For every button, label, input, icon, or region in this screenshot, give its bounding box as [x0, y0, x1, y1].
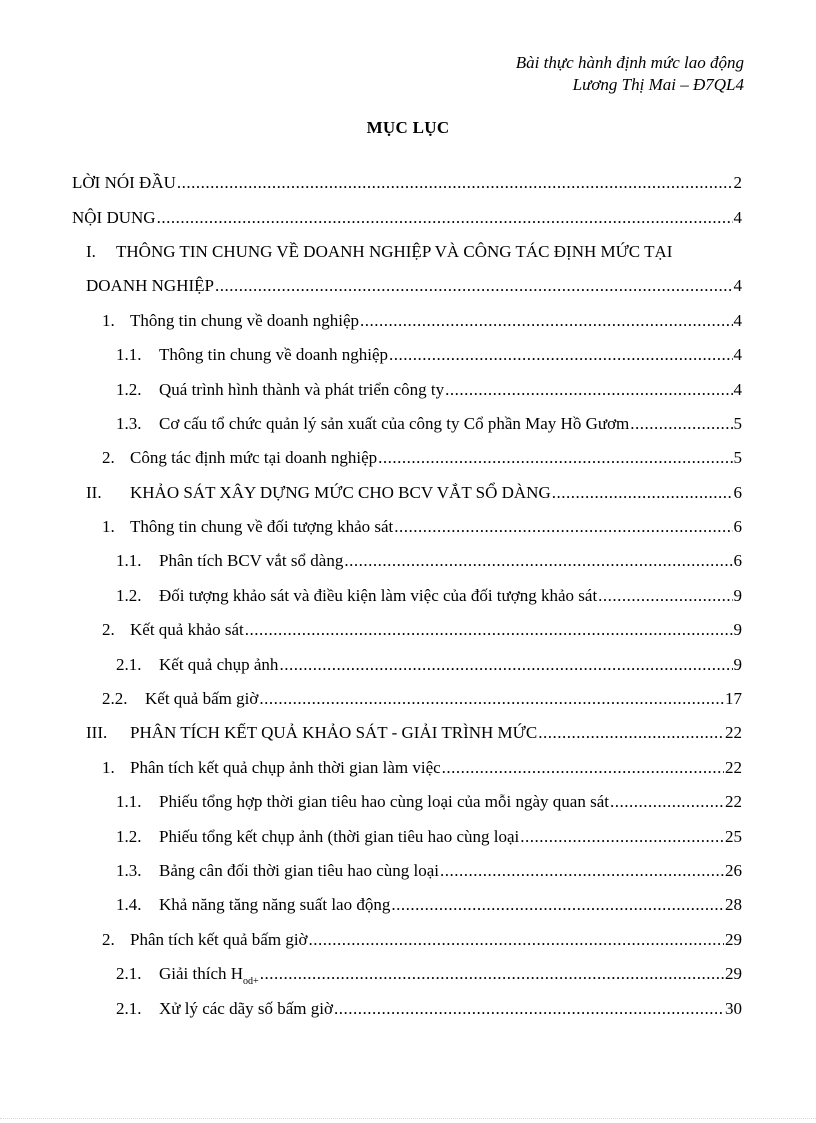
page-header	[516, 52, 744, 96]
toc-leader	[445, 380, 732, 400]
toc-entry-number: 1.	[102, 757, 115, 777]
toc-leader	[538, 723, 724, 743]
toc-entry-text: Phân tích BCV vắt sổ dàng	[159, 551, 344, 571]
toc-entry-text: Cơ cấu tổ chức quản lý sản xuất của công ty Cổ phần May Hồ Gươm	[159, 413, 630, 433]
toc-entry[interactable]	[72, 372, 742, 406]
toc-entry-number: I.	[86, 241, 96, 261]
table-of-contents	[72, 166, 742, 1026]
toc-entry-text: LỜI NÓI ĐẦU	[72, 173, 176, 193]
toc-entry-text: Xử lý các dãy số bấm giờ	[159, 998, 333, 1018]
toc-page-number: 9	[733, 620, 742, 640]
toc-entry-text: Kết quả khảo sát	[130, 620, 244, 640]
toc-entry-text: Thông tin chung về doanh nghiệp	[159, 345, 388, 365]
toc-entry-text: NỘI DUNG	[72, 207, 156, 227]
toc-entry[interactable]	[72, 407, 742, 441]
toc-page-number: 2	[733, 173, 742, 193]
toc-entry[interactable]	[72, 304, 742, 338]
toc-leader	[394, 517, 732, 537]
toc-entry-text: Phân tích kết quả chụp ảnh thời gian làm việc	[130, 757, 441, 777]
toc-entry-text: Đối tượng khảo sát và điều kiện làm việc của đối tượng khảo sát	[159, 585, 598, 605]
toc-entry-text: KHẢO SÁT XÂY DỰNG MỨC CHO BCV VẮT SỔ DÀNG	[130, 482, 551, 502]
toc-entry-number: 1.1.	[116, 551, 142, 571]
toc-page-number: 22	[725, 723, 742, 743]
toc-entry[interactable]	[72, 579, 742, 613]
toc-entry-number: 2.1.	[116, 998, 142, 1018]
toc-page-number: 29	[725, 964, 742, 984]
toc-leader	[360, 311, 733, 331]
toc-page-number: 5	[733, 448, 742, 468]
toc-entry-number: 1.	[102, 517, 115, 537]
toc-entry[interactable]	[72, 682, 742, 716]
toc-entry-text: THÔNG TIN CHUNG VỀ DOANH NGHIỆP VÀ CÔNG TÁC ĐỊNH MỨC TẠI	[116, 241, 673, 261]
toc-page-number: 26	[725, 861, 742, 880]
toc-entry-text: Phiếu tổng hợp thời gian tiêu hao cùng loại của mỗi ngày quan sát	[159, 792, 609, 812]
toc-entry-number: 2.	[102, 620, 115, 640]
header-author: Lương Thị Mai – Đ7QL4	[572, 75, 744, 94]
toc-entry[interactable]	[72, 544, 742, 578]
toc-page-number: 22	[725, 757, 742, 777]
toc-page-number: 25	[725, 826, 742, 846]
toc-entry[interactable]	[72, 785, 742, 819]
toc-page-number: 4	[733, 276, 742, 296]
toc-entry-text: DOANH NGHIỆP	[86, 276, 214, 296]
toc-entry-number: 2.	[102, 929, 115, 949]
toc-leader	[552, 483, 733, 503]
toc-entry[interactable]	[72, 647, 742, 681]
toc-page-number: 22	[725, 792, 742, 812]
toc-leader	[157, 208, 733, 228]
toc-entry-number: 1.1.	[116, 345, 142, 365]
toc-entry-text: Quá trình hình thành và phát triển công ty	[159, 379, 445, 399]
toc-entry-text: Khả năng tăng năng suất lao động	[159, 895, 391, 915]
toc-leader	[344, 551, 732, 571]
toc-entry-number: 2.	[102, 448, 115, 468]
toc-entry-number: II.	[86, 482, 102, 502]
toc-entry[interactable]	[72, 888, 742, 922]
toc-leader	[378, 448, 732, 468]
toc-entry-number: 1.	[102, 310, 115, 330]
toc-page-number: 9	[733, 585, 742, 605]
toc-page-number: 6	[733, 551, 742, 571]
toc-entry[interactable]	[72, 751, 742, 785]
toc-entry[interactable]	[72, 269, 742, 303]
toc-leader	[630, 414, 732, 434]
toc-page-number: 9	[733, 654, 742, 674]
toc-page-number: 5	[733, 413, 742, 433]
toc-leader	[520, 827, 724, 847]
toc-entry[interactable]	[72, 235, 742, 269]
toc-leader	[309, 930, 724, 950]
toc-leader	[215, 276, 733, 296]
toc-entry-number: 1.1.	[116, 792, 142, 812]
toc-leader	[598, 586, 732, 606]
toc-entry-text	[159, 964, 259, 988]
toc-entry-text: Kết quả chụp ảnh	[159, 654, 279, 674]
toc-page-number: 6	[733, 517, 742, 537]
toc-page-number: 4	[733, 310, 742, 330]
toc-entry-number: 2.2.	[102, 689, 128, 709]
toc-leader	[334, 999, 724, 1019]
toc-entry-number: 1.2.	[116, 826, 142, 846]
toc-leader	[245, 620, 733, 640]
page-bottom-border	[0, 1118, 816, 1119]
toc-entry[interactable]	[72, 957, 742, 991]
toc-entry-number: 2.1.	[116, 654, 142, 674]
toc-entry-number: III.	[86, 723, 108, 743]
toc-page-number: 29	[725, 929, 742, 949]
toc-page-number: 28	[725, 895, 742, 915]
toc-leader	[389, 345, 733, 365]
toc-entry-number: 1.2.	[116, 379, 142, 399]
toc-entry-number: 1.3.	[116, 413, 142, 433]
toc-entry[interactable]	[72, 819, 742, 853]
toc-leader	[259, 689, 724, 709]
toc-page-number: 6	[733, 482, 742, 502]
toc-entry-text: Phân tích kết quả bấm giờ	[130, 929, 308, 949]
header-course-title: Bài thực hành định mức lao động	[515, 53, 744, 72]
toc-entry[interactable]	[72, 923, 742, 957]
toc-entry[interactable]	[72, 613, 742, 647]
toc-leader	[279, 655, 732, 675]
toc-entry[interactable]	[72, 200, 742, 234]
toc-entry[interactable]	[72, 510, 742, 544]
toc-entry-number: 1.4.	[116, 895, 142, 915]
toc-leader	[391, 895, 724, 915]
toc-leader	[177, 173, 733, 193]
toc-leader	[610, 792, 724, 812]
toc-entry-text: Công tác định mức tại doanh nghiệp	[130, 448, 378, 468]
toc-entry-text: Thông tin chung về đối tượng khảo sát	[130, 517, 394, 537]
toc-entry[interactable]	[72, 716, 742, 750]
toc-entry-number: 1.2.	[116, 585, 142, 605]
toc-entry-text: Kết quả bấm giờ	[145, 689, 259, 709]
toc-entry-text: Bảng cân đối thời gian tiêu hao cùng loại	[159, 861, 439, 880]
toc-entry[interactable]	[72, 338, 742, 372]
toc-page-number: 30	[725, 998, 742, 1018]
toc-entry[interactable]	[72, 854, 742, 888]
toc-title: MỤC LỤC	[366, 118, 450, 137]
toc-leader	[260, 964, 724, 984]
toc-page-number: 4	[733, 379, 742, 399]
toc-entry-text: Thông tin chung về doanh nghiệp	[130, 310, 359, 330]
toc-entry[interactable]	[72, 441, 742, 475]
toc-page-number: 4	[733, 345, 742, 365]
toc-entry-text: PHÂN TÍCH KẾT QUẢ KHẢO SÁT - GIẢI TRÌNH MỨC	[130, 723, 538, 743]
toc-entry-text: Phiếu tổng kết chụp ảnh (thời gian tiêu hao cùng loại	[159, 826, 520, 846]
toc-entry-text-main: Giải thích H	[159, 964, 244, 984]
toc-page-number: 4	[733, 207, 742, 227]
toc-entry-subscript: od+	[243, 976, 259, 988]
toc-entry[interactable]	[72, 166, 742, 200]
toc-entry-number: 2.1.	[116, 964, 142, 984]
toc-entry-number: 1.3.	[116, 861, 142, 880]
toc-leader	[442, 758, 724, 778]
toc-leader	[440, 861, 724, 881]
toc-entry[interactable]	[72, 991, 742, 1025]
toc-entry[interactable]	[72, 476, 742, 510]
toc-page-number: 17	[725, 689, 742, 709]
